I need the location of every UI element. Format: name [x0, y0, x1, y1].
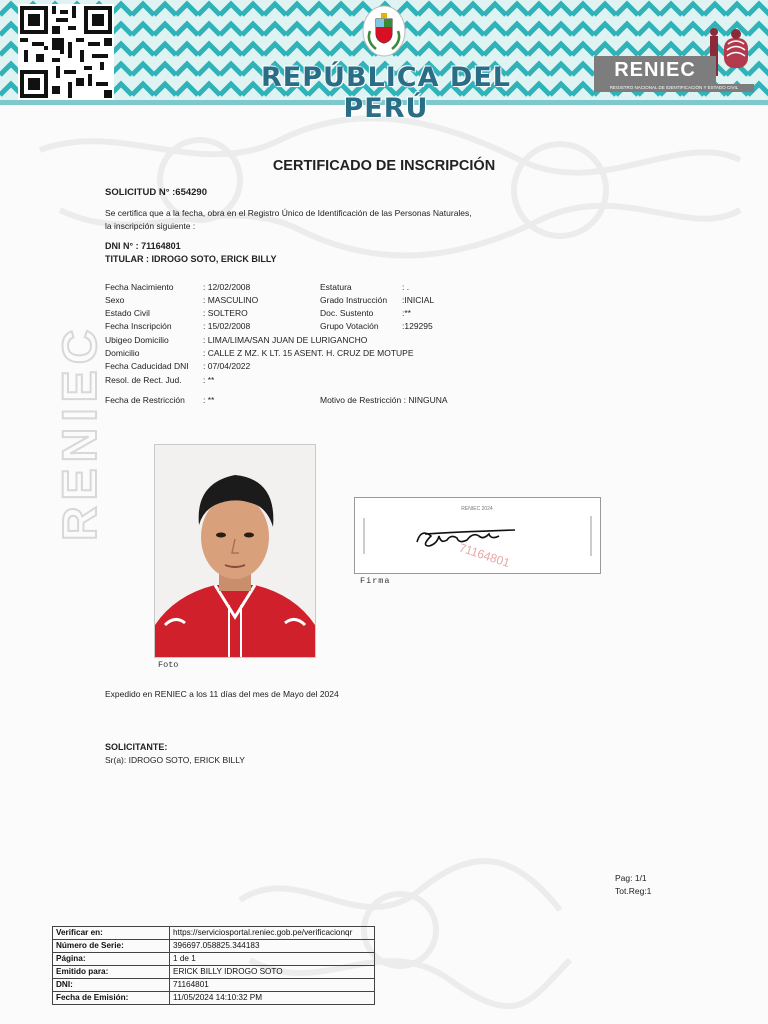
field-value: : .: [402, 282, 410, 292]
reniec-logo-subtitle: REGISTRO NACIONAL DE IDENTIFICACIÓN Y ESTADO CIVIL: [594, 84, 754, 92]
field-label: Estatura: [320, 282, 352, 292]
field-label: Sexo: [105, 295, 125, 305]
field-value: : **: [203, 375, 215, 385]
restriction-date-label: Fecha de Restricción: [105, 395, 185, 405]
table-row: [53, 940, 375, 953]
verification-url[interactable]: https://serviciosportal.reniec.gob.pe/verificacionqr: [170, 927, 375, 940]
field-value: : 15/02/2008: [203, 321, 251, 331]
intro-line-1: Se certifica que a la fecha, obra en el Registro Único de Identificación de las Personas Naturales,: [105, 208, 472, 218]
field-label: Estado Civil: [105, 308, 150, 318]
dni-value: 71164801: [141, 241, 181, 251]
applicant-heading: SOLICITANTE:: [105, 742, 168, 752]
restriction-date-value: : **: [203, 395, 215, 405]
field-label: Resol. de Rect. Jud.: [105, 375, 182, 385]
document-title: CERTIFICADO DE INSCRIPCIÓN: [272, 158, 496, 174]
restriction-reason-label: Motivo de Restricción :: [320, 395, 406, 405]
field-value: :**: [402, 308, 411, 318]
verification-label: DNI:: [53, 979, 170, 992]
verification-label: Número de Serie:: [53, 940, 170, 953]
request-number: [105, 187, 207, 198]
field-value: : LIMA/LIMA/SAN JUAN DE LURIGANCHO: [203, 335, 368, 345]
applicant-name: Sr(a): IDROGO SOTO, ERICK BILLY: [105, 755, 245, 765]
request-value: 654290: [175, 187, 207, 198]
verification-value: 1 de 1: [170, 953, 375, 966]
field-value: : MASCULINO: [203, 295, 259, 305]
dni-line: [105, 241, 181, 251]
field-label: Doc. Sustento: [320, 308, 374, 318]
page-indicator: Pag: 1/1: [615, 873, 647, 883]
stamp-header: RENIEC 2024: [461, 506, 493, 512]
field-label: Grado Instrucción: [320, 295, 388, 305]
handwritten-signature: [355, 498, 600, 573]
field-label: Domicilio: [105, 348, 140, 358]
verification-table: [52, 926, 375, 1005]
reniec-logo: [594, 28, 754, 92]
field-label: Grupo Votación: [320, 321, 379, 331]
stamp-digits: 71164801: [457, 540, 512, 571]
verification-value: 71164801: [170, 979, 375, 992]
header-banner: [0, 0, 768, 124]
field-value: : CALLE Z MZ. K LT. 15 ASENT. H. CRUZ DE MOTUPE: [203, 348, 414, 358]
restriction-reason: [320, 395, 448, 405]
field-value: :INICIAL: [402, 295, 435, 305]
table-row: [53, 992, 375, 1005]
photo-caption: Foto: [158, 660, 179, 670]
verification-label: Página:: [53, 953, 170, 966]
field-label: Fecha Inscripción: [105, 321, 172, 331]
peru-coat-of-arms-icon: [362, 5, 406, 57]
total-records: Tot.Reg:1: [615, 886, 652, 896]
restriction-reason-value: NINGUNA: [408, 395, 448, 405]
field-value: :129295: [402, 321, 433, 331]
reniec-side-watermark: [54, 215, 107, 545]
intro-line-2: la inscripción siguiente :: [105, 221, 196, 231]
person-photo-icon: [155, 445, 315, 657]
field-value: : SOLTERO: [203, 308, 248, 318]
request-label: SOLICITUD N° :: [105, 187, 176, 198]
signature-caption: Firma: [360, 576, 391, 586]
table-row: [53, 966, 375, 979]
field-value: : 12/02/2008: [203, 282, 251, 292]
dni-label: DNI N° :: [105, 241, 139, 251]
holder-label: TITULAR :: [105, 254, 149, 264]
table-row: [53, 953, 375, 966]
verification-label: Fecha de Emisión:: [53, 992, 170, 1005]
side-watermark-text: RENIEC: [54, 323, 107, 541]
signature-box: [354, 497, 601, 574]
verification-value: ERICK BILLY IDROGO SOTO: [170, 966, 375, 979]
verification-value: 396697.058825.344183: [170, 940, 375, 953]
holder-photo: [154, 444, 316, 658]
verification-label: Emitido para:: [53, 966, 170, 979]
field-value: : 07/04/2022: [203, 361, 251, 371]
table-row: [53, 979, 375, 992]
holder-line: [105, 254, 277, 264]
field-label: Fecha Nacimiento: [105, 282, 174, 292]
qr-code: [18, 4, 114, 100]
holder-value: IDROGO SOTO, ERICK BILLY: [151, 254, 277, 264]
reniec-logo-text: RENIEC: [594, 56, 716, 84]
qr-code-icon: [20, 6, 112, 98]
field-label: Ubigeo Domicilio: [105, 335, 169, 345]
field-label: Fecha Caducidad DNI: [105, 361, 189, 371]
issued-text: Expedido en RENIEC a los 11 días del mes de Mayo del 2024: [105, 689, 339, 699]
verification-value: 11/05/2024 14:10:32 PM: [170, 992, 375, 1005]
table-row: [53, 927, 375, 940]
verification-label: Verificar en:: [53, 927, 170, 940]
country-title: REPÚBLICA DEL PERÚ: [261, 62, 511, 124]
